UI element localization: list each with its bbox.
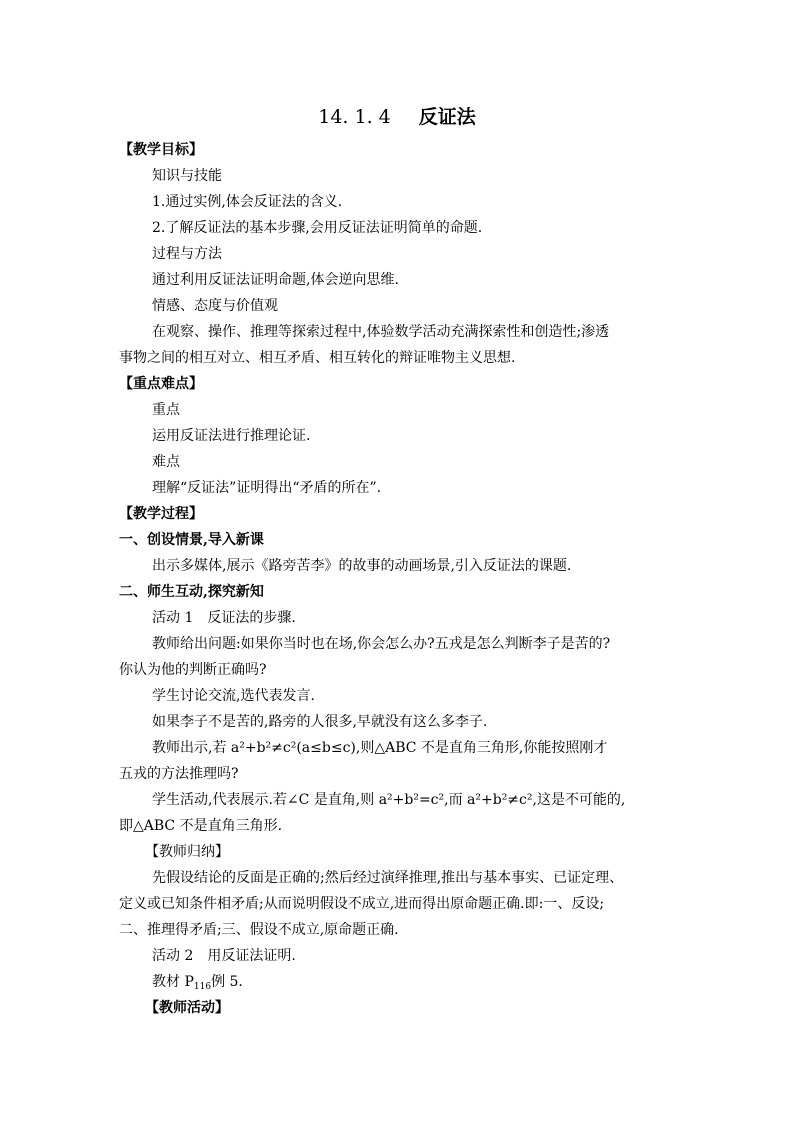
student-activity-line-1: 学生活动,代表展示.若∠C 是直角,则 a²+b²=c²,而 a²+b²≠c²,这是不可能的, [152,792,626,808]
subheading-knowledge-skills: 知识与技能 [152,168,222,184]
page-title [0,104,794,130]
difficulty-text: 理解“反证法”证明得出“矛盾的所在”. [152,480,382,496]
attitude-text-line-2: 事物之间的相互对立、相互矛盾、相互转化的辩证唯物主义思想. [119,350,516,366]
student-activity-line-2: 即△ABC 不是直角三角形. [119,818,283,834]
student-discussion: 学生讨论交流,选代表发言. [152,688,315,704]
section-1-text: 出示多媒体,展示《路旁苦李》的故事的动画场景,引入反证法的课题. [152,558,572,574]
heading-teacher-activity: 【教师活动】 [145,1000,229,1016]
summary-line-1: 先假设结论的反面是正确的;然后经过演绎推理,推出与基本事实、已证定理、 [152,870,624,886]
section-name: 反证法 [418,106,476,128]
teacher-example-line-2: 五戎的方法推理吗? [119,766,239,782]
goal-item-1: 1.通过实例,体会反证法的含义. [152,194,343,210]
teacher-question-line-1: 教师给出问题:如果你当时也在场,你会怎么办?五戎是怎么判断李子是苦的? [152,636,611,652]
activity-1-title: 活动 1 反证法的步骤. [152,610,296,626]
summary-line-2: 定义或已知条件相矛盾;从而说明假设不成立,进而得出原命题正确.即:一、反设; [119,896,605,912]
goal-item-2: 2.了解反证法的基本步骤,会用反证法证明简单的命题. [152,220,483,236]
teacher-example-line-1: 教师出示,若 a²+b²≠c²(a≤b≤c),则△ABC 不是直角三角形,你能按照刚才 [152,740,608,756]
attitude-text-line-1: 在观察、操作、推理等探索过程中,体验数学活动充满探索性和创造性;渗透 [152,324,610,340]
reasoning-text: 如果李子不是苦的,路旁的人很多,早就没有这么多李子. [152,714,488,730]
textbook-page: 116 [193,982,212,992]
summary-line-3: 二、推理得矛盾;三、假设不成立,原命题正确. [119,922,399,938]
textbook-reference [152,972,712,997]
subheading-key-point: 重点 [152,402,180,418]
textbook-prefix: 教材 P [152,974,194,990]
process-method-text: 通过利用反证法证明命题,体会逆向思维. [152,272,399,288]
teacher-question-line-2: 你认为他的判断正确吗? [119,662,267,678]
subheading-process-method: 过程与方法 [152,246,222,262]
heading-key-difficulties: 【重点难点】 [119,376,203,392]
subheading-difficulty: 难点 [152,454,180,470]
section-number: 14. 1. 4 [318,106,391,128]
section-heading-2: 二、师生互动,探究新知 [119,584,264,600]
section-heading-1: 一、创设情景,导入新课 [119,532,264,548]
heading-teacher-summary: 【教师归纳】 [145,844,229,860]
heading-teaching-process: 【教学过程】 [119,506,203,522]
heading-teaching-goals: 【教学目标】 [119,142,203,158]
key-point-text: 运用反证法进行推理论证. [152,428,311,444]
activity-2-title: 活动 2 用反证法证明. [152,948,296,964]
subheading-attitude-values: 情感、态度与价值观 [152,298,278,314]
textbook-suffix: 例 5. [211,974,243,990]
